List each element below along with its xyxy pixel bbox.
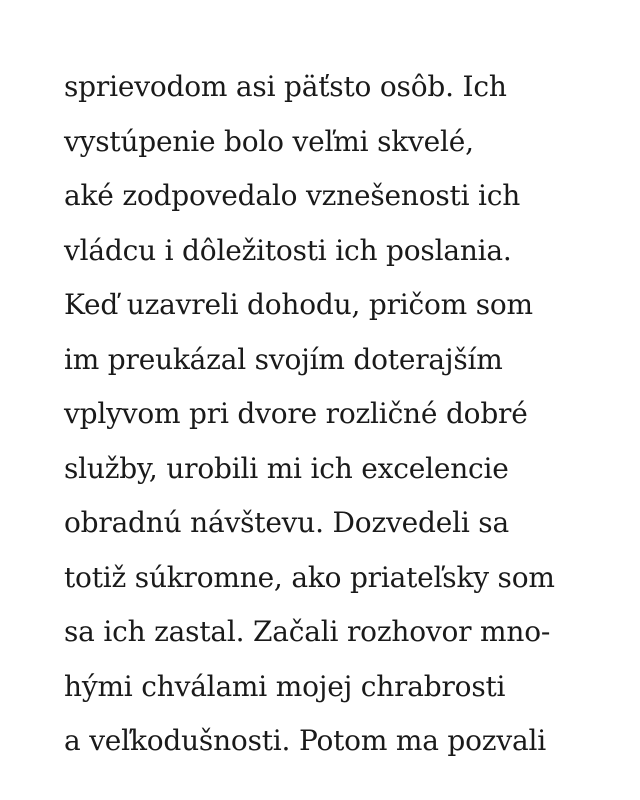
text-line: Keď uzavreli dohodu, pričom som xyxy=(64,288,533,321)
text-line: a veľkodušnosti. Potom ma pozvali xyxy=(64,724,546,757)
text-line: hými chválami mojej chrabrosti xyxy=(64,669,506,703)
text-line: sa ich zastal. Začali rozhovor mno- xyxy=(64,615,551,648)
text-line: totiž súkromne, ako priateľsky som xyxy=(64,560,555,594)
text-line: aké zodpovedalo vznešenosti ich xyxy=(64,179,521,212)
body-text xyxy=(64,60,624,769)
text-line: sprievodom asi päťsto osôb. Ich xyxy=(64,70,507,103)
text-line: obradnú návštevu. Dozvedeli sa xyxy=(64,506,509,539)
text-line: im preukázal svojím doterajším xyxy=(64,342,503,376)
text-line: vládcu i dôležitosti ich poslania. xyxy=(64,233,512,267)
text-line: vystúpenie bolo veľmi skvelé, xyxy=(64,124,474,158)
text-line: vplyvom pri dvore rozličné dobré xyxy=(64,397,528,430)
text-line: služby, urobili mi ich excelencie xyxy=(64,451,509,485)
